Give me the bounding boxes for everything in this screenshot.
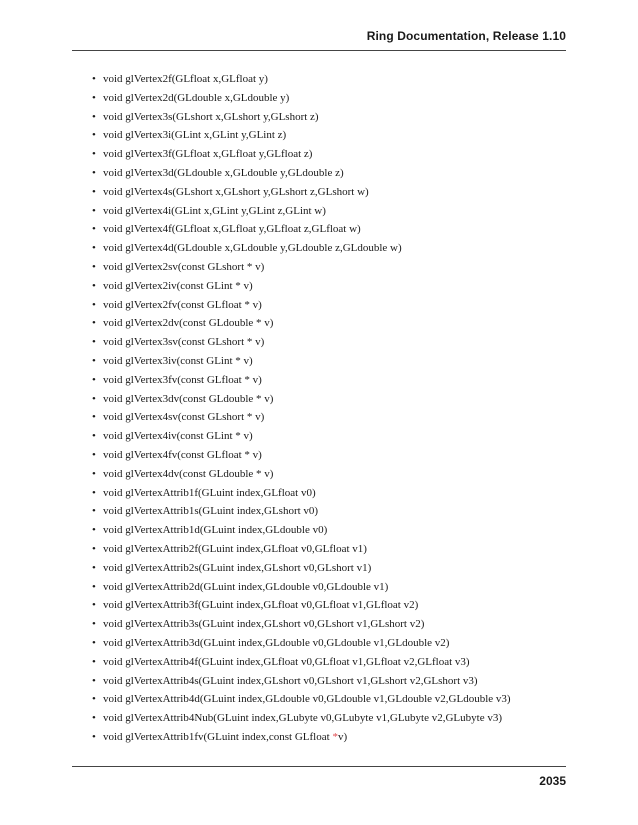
function-signature: void glVertex3dv(const GLdouble * v)	[103, 392, 274, 405]
list-item	[92, 164, 511, 183]
function-signature: void glVertexAttrib4Nub(GLuint index,GLubyte v0,GLubyte v1,GLubyte v2,GLubyte v3)	[103, 712, 502, 725]
function-signature: void glVertexAttrib2s(GLuint index,GLshort v0,GLshort v1)	[103, 561, 372, 574]
list-item	[92, 183, 511, 202]
function-signature: void glVertex2dv(const GLdouble * v)	[103, 317, 274, 330]
list-item	[92, 672, 511, 691]
list-item	[92, 296, 511, 315]
list-item	[92, 145, 511, 164]
function-signature: void glVertex3f(GLfloat x,GLfloat y,GLfloat z)	[103, 148, 313, 161]
list-item	[92, 314, 511, 333]
function-signature: void glVertex4i(GLint x,GLint y,GLint z,GLint w)	[103, 204, 326, 217]
list-item	[92, 502, 511, 521]
function-signature: void glVertex3d(GLdouble x,GLdouble y,GLdouble z)	[103, 166, 344, 179]
list-item	[92, 465, 511, 484]
function-signature: void glVertex4d(GLdouble x,GLdouble y,GLdouble z,GLdouble w)	[103, 242, 402, 255]
header-divider	[72, 50, 566, 51]
function-signature: void glVertex2d(GLdouble x,GLdouble y)	[103, 91, 290, 104]
function-signature: void glVertexAttrib4s(GLuint index,GLshort v0,GLshort v1,GLshort v2,GLshort v3)	[103, 674, 478, 687]
list-item	[92, 559, 511, 578]
list-item	[92, 615, 511, 634]
list-item	[92, 352, 511, 371]
list-item	[92, 634, 511, 653]
function-signature: void glVertexAttrib1f(GLuint index,GLfloat v0)	[103, 486, 316, 499]
list-item	[92, 690, 511, 709]
function-signature-end: v)	[337, 730, 348, 743]
function-signature: void glVertex4fv(const GLfloat * v)	[103, 448, 262, 461]
function-signature: void glVertex3iv(const GLint * v)	[103, 354, 253, 367]
function-signature: void glVertex4iv(const GLint * v)	[103, 430, 253, 443]
list-item	[92, 521, 511, 540]
function-signature: void glVertex3i(GLint x,GLint y,GLint z)	[103, 129, 287, 142]
function-signature: void glVertex2f(GLfloat x,GLfloat y)	[103, 73, 268, 85]
function-signature: void glVertex2sv(const GLshort * v)	[103, 260, 265, 273]
function-signature: void glVertex2iv(const GLint * v)	[103, 279, 253, 292]
function-list	[92, 70, 511, 747]
highlighted-asterisk: *	[332, 730, 338, 743]
function-signature: void glVertexAttrib3f(GLuint index,GLfloat v0,GLfloat v1,GLfloat v2)	[103, 599, 419, 612]
function-signature: void glVertex4f(GLfloat x,GLfloat y,GLfloat z,GLfloat w)	[103, 223, 361, 236]
function-signature: void glVertexAttrib2d(GLuint index,GLdouble v0,GLdouble v1)	[103, 580, 389, 593]
function-signature: void glVertexAttrib3d(GLuint index,GLdouble v0,GLdouble v1,GLdouble v2)	[103, 636, 450, 649]
list-item	[92, 484, 511, 503]
function-signature: void glVertex2fv(const GLfloat * v)	[103, 298, 262, 311]
list-item	[92, 277, 511, 296]
function-signature: void glVertexAttrib4f(GLuint index,GLfloat v0,GLfloat v1,GLfloat v2,GLfloat v3)	[103, 655, 470, 668]
list-item	[92, 408, 511, 427]
list-item	[92, 728, 511, 747]
list-item	[92, 333, 511, 352]
function-signature: void glVertexAttrib1d(GLuint index,GLdouble v0)	[103, 524, 328, 537]
function-signature: void glVertex3s(GLshort x,GLshort y,GLshort z)	[103, 110, 319, 123]
list-item	[92, 126, 511, 145]
page-number: 2035	[539, 774, 566, 788]
list-item	[92, 390, 511, 409]
list-item	[92, 202, 511, 221]
list-item	[92, 220, 511, 239]
list-item	[92, 239, 511, 258]
function-signature: void glVertexAttrib4d(GLuint index,GLdouble v0,GLdouble v1,GLdouble v2,GLdouble v3)	[103, 693, 511, 706]
function-signature: void glVertex4s(GLshort x,GLshort y,GLshort z,GLshort w)	[103, 185, 369, 198]
list-item	[92, 578, 511, 597]
list-item	[92, 89, 511, 108]
function-signature: void glVertex3fv(const GLfloat * v)	[103, 373, 262, 386]
function-signature: void glVertex3sv(const GLshort * v)	[103, 336, 265, 349]
list-item	[92, 709, 511, 728]
function-signature-start: void glVertexAttrib1fv(GLuint index,const GLfloat	[103, 730, 333, 743]
list-item	[92, 540, 511, 559]
page-header-title: Ring Documentation, Release 1.10	[366, 29, 566, 43]
list-item	[92, 108, 511, 127]
list-item	[92, 258, 511, 277]
list-item	[92, 446, 511, 465]
footer-divider	[72, 766, 566, 767]
function-signature: void glVertex4dv(const GLdouble * v)	[103, 467, 274, 480]
function-signature: void glVertexAttrib3s(GLuint index,GLshort v0,GLshort v1,GLshort v2)	[103, 618, 425, 631]
list-item	[92, 427, 511, 446]
function-signature: void glVertexAttrib1s(GLuint index,GLshort v0)	[103, 505, 319, 518]
list-item	[92, 653, 511, 672]
list-item	[92, 70, 511, 89]
list-item	[92, 371, 511, 390]
function-signature: void glVertex4sv(const GLshort * v)	[103, 411, 265, 424]
function-signature: void glVertexAttrib2f(GLuint index,GLfloat v0,GLfloat v1)	[103, 542, 367, 555]
list-item	[92, 596, 511, 615]
